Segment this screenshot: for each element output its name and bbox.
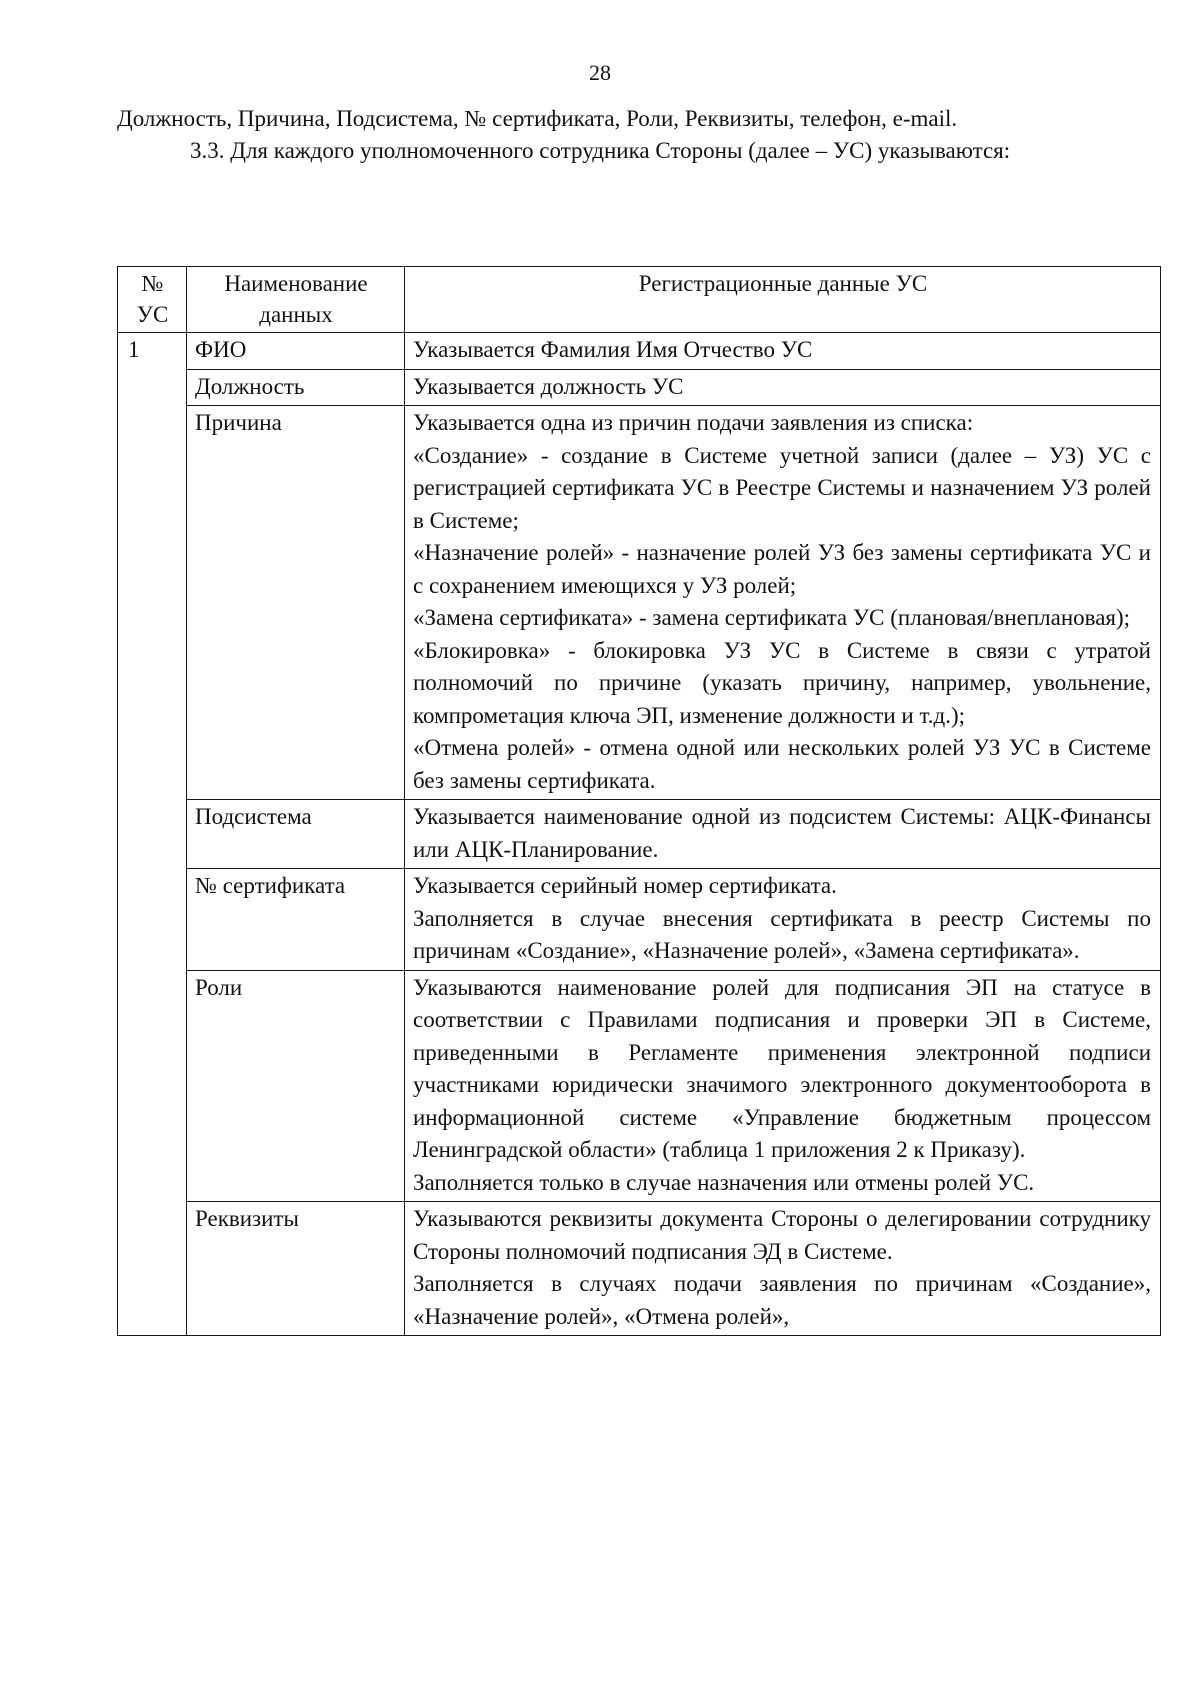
field-description: [405, 970, 1161, 1202]
description-paragraph: «Назначение ролей» - назначение ролей УЗ без замены сертификата УС и с сохранением имеющихся у УЗ ролей;: [413, 540, 1151, 598]
field-description: [405, 869, 1161, 971]
description-paragraph: Заполняется только в случае назначения или отмены ролей УС.: [413, 1169, 1035, 1195]
field-name: Причина: [187, 406, 405, 800]
field-description: [405, 800, 1161, 869]
field-description: [405, 1202, 1161, 1336]
table-header-row: [118, 267, 1161, 333]
field-description: [405, 369, 1161, 406]
description-paragraph: «Замена сертификата» - замена сертификата УС (плановая/внеплановая);: [413, 605, 1131, 630]
description-paragraph: «Создание» - создание в Системе учетной записи (далее – УЗ) УС с регистрацией сертификата УС в Реестре Системы и назначением УЗ ролей в Системе;: [413, 442, 1151, 533]
header-data: Регистрационные данные УС: [405, 267, 1161, 333]
header-num: № УС: [118, 267, 187, 333]
field-description: [405, 333, 1161, 370]
field-name: Подсистема: [187, 800, 405, 869]
table-row: [118, 1202, 1161, 1336]
description-paragraph: Указывается наименование одной из подсистем Системы: АЦК-Финансы или АЦК-Планирование.: [413, 804, 1151, 862]
registration-table: [117, 266, 1161, 1336]
table-row: [118, 333, 1161, 370]
description-paragraph: Заполняется в случае внесения сертификата в реестр Системы по причинам «Создание», «Назначение ролей», «Замена сертификата».: [413, 905, 1151, 963]
intro-line-2: 3.3. Для каждого уполномоченного сотрудника Стороны (далее – УС) указываются:: [190, 138, 1011, 163]
field-name: Реквизиты: [187, 1202, 405, 1336]
description-paragraph: Заполняется в случаях подачи заявления по причинам «Создание», «Назначение ролей», «Отмена ролей»,: [413, 1271, 1151, 1329]
field-name: Роли: [187, 970, 405, 1202]
intro-line-1: Должность, Причина, Подсистема, № сертификата, Роли, Реквизиты, телефон, e-mail.: [117, 106, 958, 131]
description-paragraph: «Отмена ролей» - отмена одной или нескольких ролей УЗ УС в Системе без замены сертификата.: [413, 735, 1151, 793]
description-paragraph: Указывается серийный номер сертификата.: [413, 873, 837, 898]
page-number: 28: [589, 60, 611, 85]
description-paragraph: Указывается Фамилия Имя Отчество УС: [413, 337, 813, 362]
description-paragraph: Указывается одна из причин подачи заявления из списка:: [413, 410, 974, 435]
intro-text: [117, 103, 1077, 167]
table-row: [118, 970, 1161, 1202]
description-paragraph: Указывается должность УС: [413, 373, 684, 399]
table-body: [118, 333, 1161, 1336]
description-paragraph: Указываются наименование ролей для подписания ЭП на статусе в соответствии с Правилами подписания и проверки ЭП в Системе, приведенными в Регламенте применения электронной подписи участниками юридически значимого электронного документооборота в информационной системе «Управление бюджетным процессом Ленинградской области» (таблица 1 приложения 2 к Приказу).: [413, 974, 1151, 1162]
field-name: ФИО: [187, 333, 405, 370]
registration-table-wrapper: [117, 266, 1160, 1336]
table-row: [118, 369, 1161, 406]
table-row: [118, 800, 1161, 869]
description-paragraph: «Блокировка» - блокировка УЗ УС в Системе в связи с утратой полномочий по причине (указать причину, например, увольнение, компрометация ключа ЭП, изменение должности и т.д.);: [413, 637, 1151, 728]
description-paragraph: Указываются реквизиты документа Стороны о делегировании сотруднику Стороны полномочий подписания ЭД в Системе.: [413, 1206, 1151, 1264]
field-description: [405, 406, 1161, 800]
table-row: [118, 869, 1161, 971]
table-row: [118, 406, 1161, 800]
header-name: Наименование данных: [187, 267, 405, 333]
row-number: 1: [118, 333, 187, 1336]
field-name: Должность: [187, 369, 405, 406]
field-name: № сертификата: [187, 869, 405, 971]
